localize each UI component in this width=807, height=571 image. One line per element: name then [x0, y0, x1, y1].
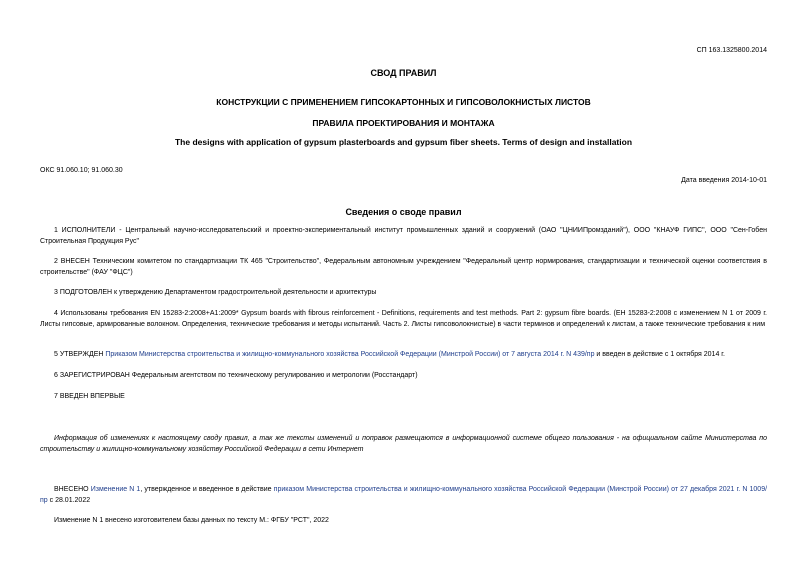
info-heading: Сведения о своде правил	[345, 207, 462, 217]
info-item-1: 1 ИСПОЛНИТЕЛИ - Центральный научно-исследовательский и проектно-экспериментальный институт промышленных зданий и сооружений (ОАО "ЦНИИПромзданий"), ООО "КНАУФ ГИПС", ООО "Сен-Гобен Строительная Продукция Рус"	[40, 227, 767, 245]
amendment-entry	[40, 484, 767, 506]
info-item-3: 3 ПОДГОТОВЛЕН к утверждению Департаментом градостроительной деятельности и архитектуры	[54, 289, 377, 296]
amendment-link[interactable]: Изменение N 1	[90, 486, 141, 493]
document-type: СВОД ПРАВИЛ	[370, 68, 437, 78]
amendment-order-link[interactable]: приказом Министерства строительства и жилищно-коммунального хозяйства Российской Федерации (Минстрой России) от 27 декабря 2021 г. N 1009/пр	[40, 486, 767, 504]
document-title: КОНСТРУКЦИИ С ПРИМЕНЕНИЕМ ГИПСОКАРТОННЫХ И ГИПСОВОЛОКНИСТЫХ ЛИСТОВ	[216, 97, 591, 107]
info-item-6: 6 ЗАРЕГИСТРИРОВАН Федеральным агентством по техническому регулированию и метрологии (Росстандарт)	[54, 372, 418, 379]
document-title-english: The designs with application of gypsum plasterboards and gypsum fiber sheets. Terms of design and installation	[174, 137, 633, 147]
amendment-suffix: с 28.01.2022	[47, 497, 91, 504]
info-item-2: 2 ВНЕСЕН Техническим комитетом по стандартизации ТК 465 "Строительство", Федеральным автономным учреждением "Федеральный центр нормирования, стандартизации и технической оценки соответствия в строительстве" (ФАУ "ФЦС")	[40, 258, 767, 276]
document-subtitle: ПРАВИЛА ПРОЕКТИРОВАНИЯ И МОНТАЖА	[312, 118, 495, 128]
amendment-prefix: ВНЕСЕНО	[54, 486, 91, 493]
introduction-date: Дата введения 2014-10-01	[681, 177, 767, 184]
info-item-7: 7 ВВЕДЕН ВПЕРВЫЕ	[54, 393, 125, 400]
amendment-middle: , утвержденное и введенное в действие	[140, 486, 274, 493]
info-item-5-prefix: 5 УТВЕРЖДЕН	[54, 351, 106, 358]
amendment-note: Изменение N 1 внесено изготовителем базы данных по тексту М.: ФГБУ "РСТ", 2022	[54, 517, 329, 524]
approval-order-link[interactable]: Приказом Министерства строительства и жилищно-коммунального хозяйства Российской Федерации (Минстрой России) от 7 августа 2014 г. N 439/пр	[105, 351, 595, 358]
changes-notice: Информация об изменениях к настоящему своду правил, а так же тексты изменений и поправок размещаются в информационной системе общего пользования - на официальном сайте Министерства по строительству и жилищно-коммунальному хозяйству Российской Федерации в сети Интернет	[40, 435, 767, 453]
info-item-4: 4 Использованы требования EN 15283-2:2008+A1:2009* Gypsum boards with fibrous reinforcement - Definitions, requirements and test methods. Part 2: gypsum fibre boards. (ЕН 15283-2:2008 с изменением N 1 от 2009 г. Листы гипсовые, армированные волокном. Определения, технические требования и методы испытаний. Часть 2. Листы гипсоволокнистые) в части терминов и определений к листам, а также технические требования к ним	[40, 310, 767, 328]
document-number: СП 163.1325800.2014	[696, 47, 767, 54]
info-item-5-suffix: и введен в действие с 1 октября 2014 г.	[594, 351, 725, 358]
oks-code: ОКС 91.060.10; 91.060.30	[40, 167, 123, 174]
info-item-5	[40, 349, 767, 360]
